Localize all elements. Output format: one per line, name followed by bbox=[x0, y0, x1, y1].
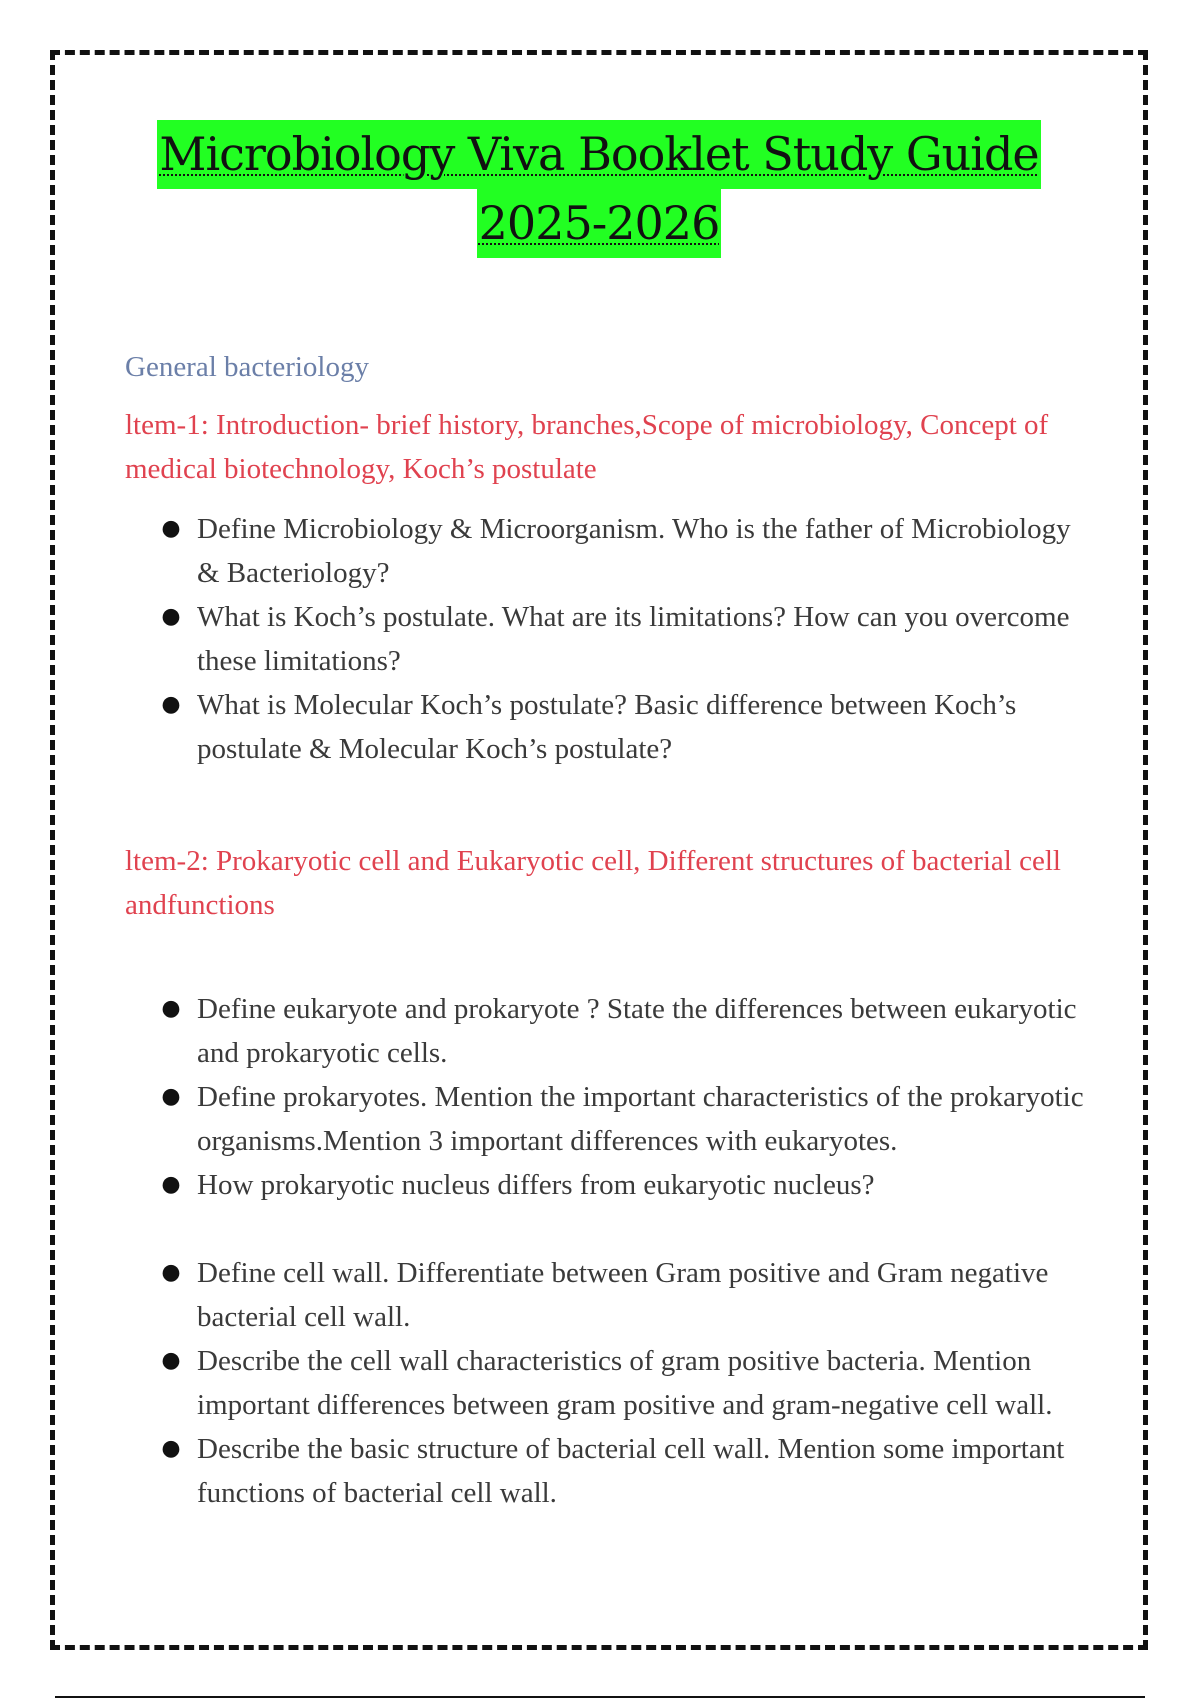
question-text: What is Koch’s postulate. What are its limitations? How can you overcome these limitations? bbox=[197, 601, 1070, 677]
section-heading: General bacteriology bbox=[125, 351, 369, 383]
question-text: How prokaryotic nucleus differs from eukaryotic nucleus? bbox=[197, 1169, 875, 1201]
bullet-icon: ● bbox=[161, 516, 181, 541]
bullet-icon: ● bbox=[161, 1436, 181, 1461]
bullet-icon: ● bbox=[161, 1260, 181, 1285]
list-item bbox=[125, 595, 1085, 683]
item-2-question-list bbox=[125, 987, 1085, 1515]
question-text: Define cell wall. Differentiate between Gram positive and Gram negative bacterial cell wall. bbox=[197, 1257, 1049, 1333]
question-text: Describe the basic structure of bacterial cell wall. Mention some important functions of bacterial cell wall. bbox=[197, 1433, 1065, 1509]
bullet-icon: ● bbox=[161, 996, 181, 1021]
list-item bbox=[125, 987, 1085, 1075]
item-1-question-list bbox=[125, 507, 1085, 771]
bullet-icon: ● bbox=[161, 604, 181, 629]
page-border-frame bbox=[50, 50, 1148, 1650]
list-item bbox=[125, 1427, 1085, 1515]
question-text: Define eukaryote and prokaryote ? State the differences between eukaryotic and prokaryotic cells. bbox=[197, 993, 1077, 1069]
list-item bbox=[125, 1075, 1085, 1163]
bullet-icon: ● bbox=[161, 1084, 181, 1109]
question-text: What is Molecular Koch’s postulate? Basic difference between Koch’s postulate & Molecular Koch’s postulate? bbox=[197, 689, 1017, 765]
list-item bbox=[125, 1163, 1085, 1207]
title-line-2: 2025-2026 bbox=[477, 189, 722, 258]
bullet-icon: ● bbox=[161, 1348, 181, 1373]
document-content bbox=[125, 345, 1085, 1515]
list-item bbox=[125, 683, 1085, 771]
list-item bbox=[125, 1339, 1085, 1427]
document-title bbox=[55, 120, 1143, 258]
question-text: Define prokaryotes. Mention the important characteristics of the prokaryotic organisms.Mention 3 important differences with eukaryotes. bbox=[197, 1081, 1084, 1157]
title-line-1: Microbiology Viva Booklet Study Guide bbox=[157, 120, 1040, 189]
question-text: Describe the cell wall characteristics of gram positive bacteria. Mention important differences between gram positive and gram-negative cell wall. bbox=[197, 1345, 1053, 1421]
item-1-heading: ltem-1: Introduction- brief history, branches,Scope of microbiology, Concept of medical biotechnology, Koch’s postulate bbox=[125, 409, 1049, 485]
item-2-heading: ltem-2: Prokaryotic cell and Eukaryotic cell, Different structures of bacterial cell andfunctions bbox=[125, 845, 1061, 921]
question-text: Define Microbiology & Microorganism. Who is the father of Microbiology & Bacteriology? bbox=[197, 513, 1071, 589]
list-item bbox=[125, 1251, 1085, 1339]
bullet-icon: ● bbox=[161, 1172, 181, 1197]
bullet-icon: ● bbox=[161, 692, 181, 717]
page-bottom-divider bbox=[55, 1696, 1145, 1698]
list-item bbox=[125, 507, 1085, 595]
